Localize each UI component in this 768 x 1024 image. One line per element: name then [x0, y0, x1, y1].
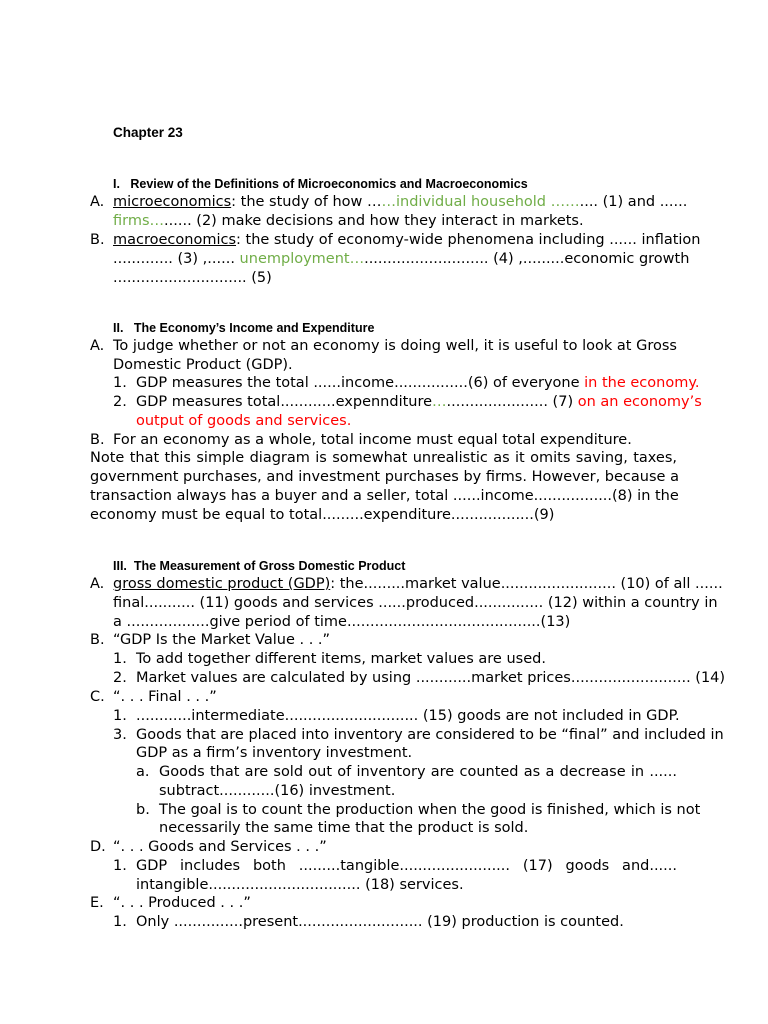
s3-d-text: “. . . Goods and Services . . .” [113, 839, 327, 855]
s3-b-text: “GDP Is the Market Value . . .” [113, 632, 331, 648]
s3-e-label: E. [90, 895, 104, 911]
s3-b1-text: To add together different items, market values are used. [136, 651, 546, 667]
s3-c3-line2: GDP as a firm’s inventory investment. [136, 745, 413, 761]
s1-b-line2 [113, 250, 690, 269]
term-macroeconomics: macroeconomics [113, 232, 237, 248]
s2-note-line3: transaction always has a buyer and a seller, total ......income.................(8) in the [90, 488, 679, 504]
s1-a-text2: .... (1) and ...... [579, 194, 688, 210]
s3-cb-line2: necessarily the same time that the product is sold. [159, 820, 529, 836]
s3-d-label: D. [90, 839, 106, 855]
s3-e-text: “. . . Produced . . .” [113, 895, 251, 911]
s3-c1-label: 1. [113, 708, 127, 724]
s1-b-text2: ............. (3) ,...... [113, 251, 235, 267]
s2-1-text [136, 374, 699, 393]
s3-c3-line1: Goods that are placed into inventory are considered to be “final” and included in [136, 727, 724, 743]
s1-b-line1 [113, 231, 701, 250]
s2-a-line1: To judge whether or not an economy is doing well, it is useful to look at Gross [113, 338, 677, 354]
s2-1-label: 1. [113, 375, 127, 391]
s1-a-line1 [113, 193, 688, 212]
s1-b-text1: : the study of economy-wide phenomena including ...... inflation [236, 232, 701, 248]
s3-b1-label: 1. [113, 651, 127, 667]
s1-a-label: A. [90, 194, 105, 210]
s2-note-line1: Note that this simple diagram is somewhat unrealistic as it omits saving, taxes, [90, 450, 677, 466]
s3-ca-line2: subtract............(16) investment. [159, 783, 396, 799]
s1-a-line2 [113, 212, 677, 231]
section-1-heading: I. Review of the Definitions of Microeconomics and Macroeconomics [113, 177, 528, 191]
s3-c-label: C. [90, 689, 105, 705]
s2-2-body2: ...................... (7) [446, 394, 578, 410]
s2-a-label: A. [90, 338, 105, 354]
s3-b2-text: Market values are calculated by using ............market prices.......................... (14) [136, 670, 726, 686]
s2-b-text: For an economy as a whole, total income must equal total expenditure. [113, 432, 632, 448]
s3-ca-line1: Goods that are sold out of inventory are counted as a decrease in ...... [159, 764, 677, 780]
note-in-the-economy: in the economy. [584, 375, 700, 391]
s3-cb-label: b. [136, 802, 150, 818]
answer-firms: firms… [113, 213, 165, 229]
s3-d1-label: 1. [113, 858, 127, 874]
s3-e1-label: 1. [113, 914, 127, 930]
s3-c1-text: ............intermediate............................. (15) goods are not included in GDP. [136, 708, 680, 724]
s2-b-label: B. [90, 432, 105, 448]
s1-b-label: B. [90, 232, 105, 248]
s3-b2-label: 2. [113, 670, 127, 686]
s3-e1-text: Only ...............present........................... (19) production is counted. [136, 914, 624, 930]
s3-a-label: A. [90, 576, 105, 592]
note-on-an-economys: on an economy’s [577, 394, 702, 410]
s3-a-line3: a ..................give period of time..........................................(13) [113, 614, 571, 630]
section-3-heading: III. The Measurement of Gross Domestic Product [113, 559, 406, 573]
s3-a-line1 [113, 575, 723, 594]
s3-b-label: B. [90, 632, 105, 648]
s2-2-label: 2. [113, 394, 127, 410]
s1-a-text1: : the study of how … [231, 194, 382, 210]
s3-cb-line1: The goal is to count the production when the good is finished, which is not [159, 802, 701, 818]
term-gdp: gross domestic product (GDP) [113, 576, 331, 592]
s2-2-body: GDP measures total............expennditure [136, 394, 433, 410]
term-microeconomics: microeconomics [113, 194, 232, 210]
s2-2-green-dots: … [432, 394, 447, 410]
note-output-goods-services: output of goods and services. [136, 413, 352, 429]
section-2-heading: II. The Economy’s Income and Expenditure [113, 321, 375, 335]
answer-unemployment: unemployment… [234, 251, 365, 267]
s3-c-text: “. . . Final . . .” [113, 689, 217, 705]
chapter-title: Chapter 23 [113, 125, 183, 140]
s3-a-line2: final........... (11) goods and services ......produced............... (12) within a country in [113, 595, 718, 611]
s2-1-body: GDP measures the total ......income................(6) of everyone [136, 375, 585, 391]
s3-a-text1: : the.........market value......................... (10) of all ...... [330, 576, 723, 592]
s3-d1-line2: intangible................................. (18) services. [136, 877, 464, 893]
s2-a-line2: Domestic Product (GDP). [113, 357, 293, 373]
s2-note-line4: economy must be equal to total.........expenditure..................(9) [90, 507, 555, 523]
s2-2-line1 [136, 393, 702, 412]
s3-c3-label: 3. [113, 727, 127, 743]
s3-d1-line1: GDP includes both .........tangible........................ (17) goods and...... [136, 858, 677, 874]
s2-note-line2: government purchases, and investment purchases by firms. However, because a [90, 469, 679, 485]
s1-b-text3: ........................... (4) ,.........economic growth [364, 251, 690, 267]
s1-b-line3: ............................. (5) [113, 270, 272, 286]
s3-ca-label: a. [136, 764, 150, 780]
answer-individual-household: …individual household …… [381, 194, 580, 210]
s1-a-text3: ...... (2) make decisions and how they interact in markets. [164, 213, 584, 229]
